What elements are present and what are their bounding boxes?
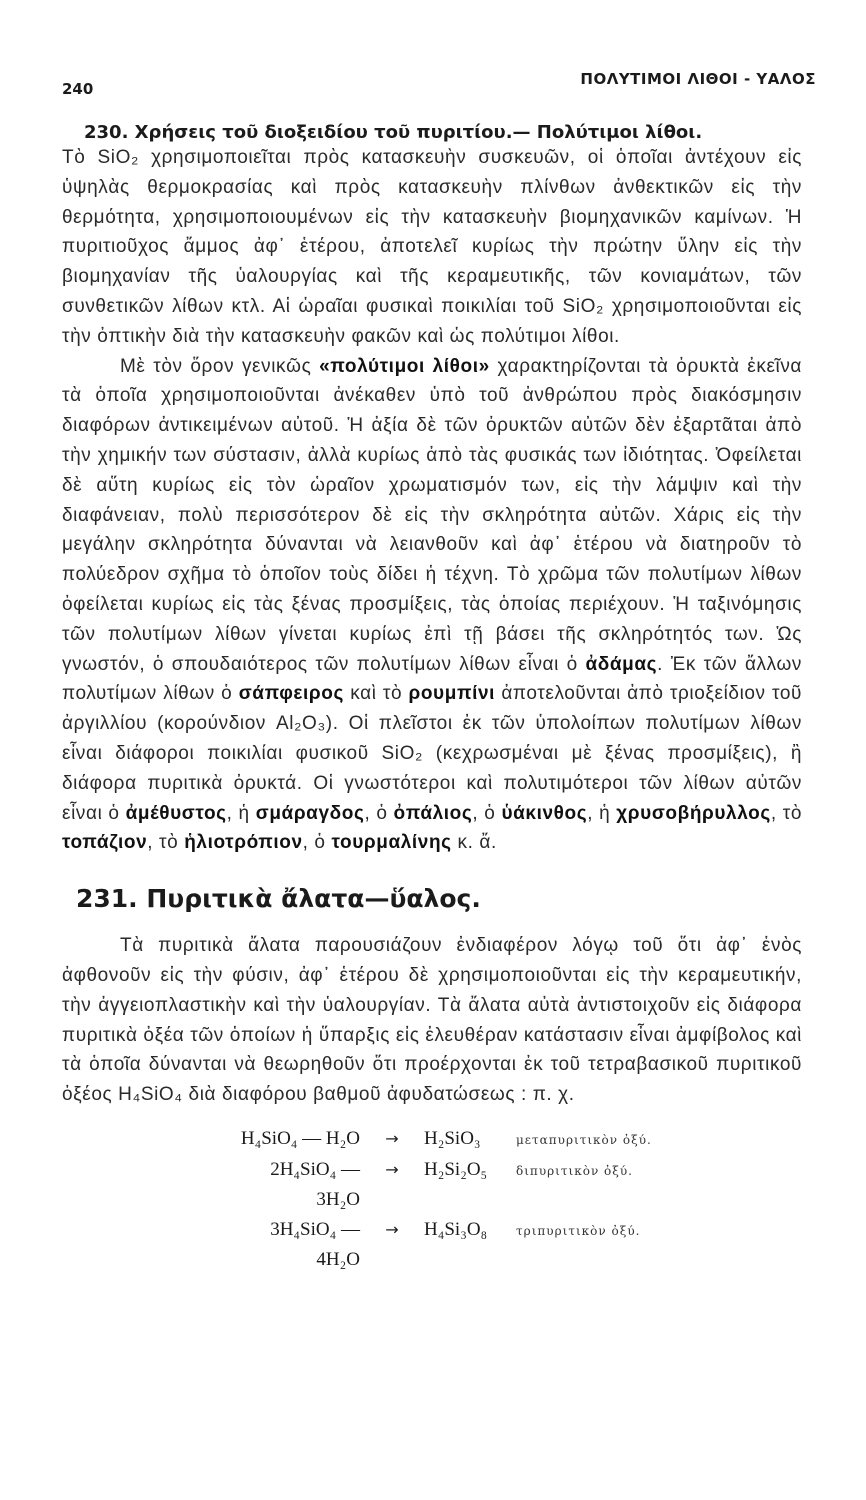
page-number: 240 — [62, 80, 94, 98]
running-title: ΠΟΛΥΤΙΜΟΙ ΛΙΘΟΙ - ΥΑΛΟΣ — [580, 70, 816, 88]
text-run: χαρακτηρίζονται τὰ ὀρυκτὰ ἐκεῖνα τὰ ὁποῖα χρησιμοποιοῦνται ἀνέκαθεν ὑπὸ τοῦ ἀνθρώπου πρὸς διακόσμησιν διαφόρων ἀντικειμένων αὐτοῦ. Ἡ ἀξία δὲ τῶν ὀρυκτῶν αὐτῶν δὲν ἐξαρτᾶται ἀπὸ τὴν χημικήν των σύστασιν, ἀλλὰ κυρίως ἀπὸ τὰς φυσικάς των ἰδιότητας. Ὀφείλεται δὲ αὕτη κυρίως εἰς τὸν ὡραῖον χρωματισμόν των, εἰς τὴν λάμψιν καὶ τὴν διαφάνειαν, πολὺ περισσότερον δὲ εἰς τὴν σκληρότητα αὐτῶν. Χάρις εἰς τὴν μεγάλην σκληρότητα δύνανται νὰ λειανθοῦν καὶ ἀφ᾽ ἑτέρου νὰ διατηροῦν τὸ πολύεδρον σχῆμα τὸ ὁποῖον τοὺς δίδει ἡ τέχνη. Τὸ χρῶμα τῶν πολυτίμων λίθων ὀφείλεται κυρίως εἰς τὰς ξένας προσμίξεις, τὰς ὁποίας περιέχουν. Ἡ ταξινόμησις τῶν πολυτίμων λίθων γίνεται κυρίως ἐπὶ τῇ βάσει τῆς σκληρότητός των. Ὡς γνωστόν, ὁ σπουδαιότερος τῶν πολυτίμων λίθων εἶναι ὁ — [62, 355, 803, 675]
term-tourmaline: τουρμαλίνης — [331, 832, 452, 854]
term-chrysoberyl: χρυσοβήρυλλος — [616, 802, 771, 824]
formula-lhs: H₄SiO₄ — H₂O — [240, 1127, 360, 1149]
term-hyacinth: ὑάκινθος — [501, 802, 588, 824]
formula-lhs: 3H₄SiO₄ — 4H₂O — [270, 1218, 360, 1270]
text-run: Μὲ τὸν ὅρον γενικῶς — [120, 355, 320, 377]
formula-row — [222, 1155, 802, 1215]
formula-name: τριπυριτικὸν ὀξύ. — [516, 1223, 641, 1238]
section-230-paragraph-2 — [62, 352, 802, 859]
formula-rhs: H₂Si₂O₅ — [424, 1158, 488, 1180]
arrow-icon: → — [385, 1128, 399, 1148]
formula-lhs: 2H₄SiO₄ — 3H₂O — [270, 1158, 360, 1210]
term-sapphire: σάπφειρος — [238, 683, 344, 705]
arrow-icon: → — [385, 1159, 399, 1179]
term-amethyst: ἀμέθυστος — [125, 802, 227, 824]
formula-block — [222, 1124, 802, 1275]
text-run: καὶ τὸ — [343, 683, 409, 705]
text-run: , τὸ — [770, 802, 802, 824]
text-run: κ. ἄ. — [451, 832, 497, 854]
formula-name: διπυριτικὸν ὀξύ. — [516, 1163, 633, 1178]
section-231-heading: 231. Πυριτικὰ ἄλατα—ὕαλος. — [76, 884, 481, 914]
term-heliotrope: ἡλιοτρόπιον — [184, 832, 303, 854]
arrow-icon: → — [385, 1219, 399, 1239]
section-230-paragraph-1: Τὸ SiO₂ χρησιμοποιεῖται πρὸς κατασκευὴν συσκευῶν, οἱ ὁποῖαι ἀντέχουν εἰς ὑψηλὰς θερμοκρασίας καὶ πρὸς κατασκευὴν πλίνθων ἀνθεκτικῶν εἰς τὴν θερμότητα, χρησιμοποιουμένων εἰς τὴν κατασκευὴν βιομηχανικῶν καμίνων. Ἡ πυριτιοῦχος ἄμμος ἀφ᾽ ἑτέρου, ἀποτελεῖ κυρίως τὴν πρώτην ὕλην εἰς τὴν βιομηχανίαν τῆς ὑαλουργίας καὶ τῆς κεραμευτικῆς, τῶν κονιαμάτων, τῶν συνθετικῶν λίθων κτλ. Αἱ ὡραῖαι φυσικαὶ ποικιλίαι τοῦ SiO₂ χρησιμοποιοῦνται εἰς τὴν ὀπτικὴν διὰ τὴν κατασκευὴν φακῶν καὶ ὡς πολύτιμοι λίθοι. — [62, 147, 802, 347]
formula-row — [222, 1215, 802, 1275]
section-231-paragraph-1: Τὰ πυριτικὰ ἄλατα παρουσιάζουν ἐνδιαφέρον λόγῳ τοῦ ὅτι ἀφ᾽ ἑνὸς ἀφθονοῦν εἰς τὴν φύσιν, ἀφ᾽ ἑτέρου δὲ χρησιμοποιοῦνται εἰς τὴν κεραμευτικήν, τὴν ἀγγειοπλαστικὴν καὶ τὴν ὑαλουργίαν. Τὰ ἄλατα αὐτὰ ἀντιστοιχοῦν εἰς διάφορα πυριτικὰ ὀξέα τῶν ὁποίων ἡ ὕπαρξις εἰς ἐλευθέραν κατάστασιν εἶναι ἀμφίβολος καὶ τὰ ὁποῖα δύνανται νὰ θεωρηθοῦν ὅτι προέρχονται ἐκ τοῦ τετραβασικοῦ πυριτικοῦ ὀξέος H₄SiO₄ διὰ διαφόρου βαθμοῦ ἀφυδατώσεως : π. χ. — [62, 935, 802, 1106]
text-run: , ὁ — [364, 802, 394, 824]
text-run: , ἡ — [587, 802, 617, 824]
formula-rhs: H₂SiO₃ — [424, 1127, 481, 1149]
section-230-heading: 230. Χρήσεις τοῦ διοξειδίου τοῦ πυριτίου.— Πολύτιμοι λίθοι. — [84, 122, 703, 143]
term-precious-stones: «πολύτιμοι λίθοι» — [319, 355, 490, 377]
text-run: , ὁ — [302, 832, 332, 854]
text-run: ἀποτελοῦνται ἀπὸ τριοξείδιον τοῦ ἀργιλλίου (κορούνδιον Al₂O₃). Οἱ πλεῖστοι ἐκ τῶν ὑπολοίπων πολυτίμων λίθων εἶναι διάφοροι ποικιλίαι φυσικοῦ SiO₂ (κεχρωσμέναι μὲ ξένας προσμίξεις), ἢ διάφορα πυριτικὰ ὀρυκτά. Οἱ γνωστότεροι καὶ πολυτιμότεροι τῶν λίθων αὐτῶν εἶναι ὁ — [62, 683, 802, 824]
term-topaz: τοπάζιον — [62, 832, 148, 854]
formula-name: μεταπυριτικὸν ὀξύ. — [516, 1132, 652, 1147]
text-run: , ὁ — [472, 802, 502, 824]
term-emerald: σμάραγδος — [255, 802, 365, 824]
formula-rhs: H₄Si₃O₈ — [424, 1218, 488, 1240]
text-run: , τὸ — [147, 832, 185, 854]
text-run: . Ἐκ τῶν ἄλλων πολυτίμων λίθων ὁ — [62, 653, 802, 705]
text-run: , ἡ — [226, 802, 256, 824]
formula-row — [222, 1124, 802, 1155]
book-page — [62, 68, 816, 1275]
term-ruby: ρουμπίνι — [408, 683, 496, 705]
term-opal: ὀπάλιος — [393, 802, 473, 824]
page-header — [62, 68, 816, 102]
term-diamond: ἀδάμας — [585, 653, 658, 675]
